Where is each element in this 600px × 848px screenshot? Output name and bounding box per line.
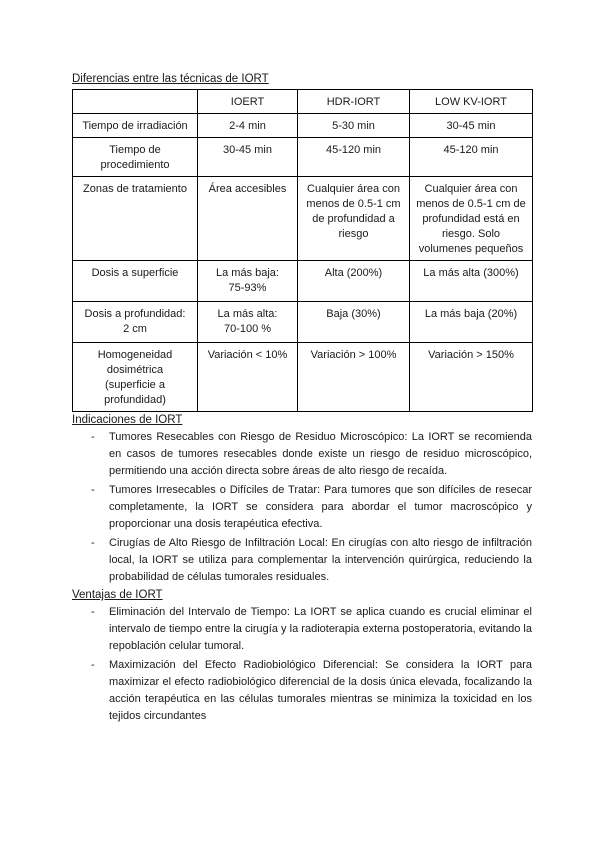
row-label: Tiempo de irradiación — [73, 114, 198, 138]
advantages-list — [72, 604, 532, 725]
table-cell: Baja (30%) — [298, 302, 410, 343]
table-cell: Área accesibles — [198, 177, 298, 261]
table-cell: 5-30 min — [298, 114, 410, 138]
list-item-text: Tumores Resecables con Riesgo de Residuo Microscópico: La IORT se recomienda en casos de tumores resecables donde existe un riesgo de residuo microscópico, permitiendo una acción directa sobre áreas de alto riesgo de recaída. — [109, 431, 532, 477]
list-item — [72, 604, 532, 655]
list-item-text: Cirugías de Alto Riesgo de Infiltración Local: En cirugías con alto riesgo de infiltración local, la IORT se utiliza para complementar la intervención quirúrgica, reduciendo la probabilidad de células tumorales residuales. — [109, 537, 532, 583]
table-cell: Cualquier área con menos de 0.5-1 cm de profundidad a riesgo — [298, 177, 410, 261]
table-row — [73, 261, 533, 302]
table-row — [73, 138, 533, 177]
dash-bullet: - — [91, 659, 95, 671]
table-row — [73, 114, 533, 138]
dash-bullet: - — [91, 431, 95, 443]
table-row — [73, 177, 533, 261]
dash-bullet: - — [91, 606, 95, 618]
dash-bullet: - — [91, 484, 95, 496]
table-cell: Variación > 150% — [410, 343, 533, 412]
comparison-table — [72, 89, 533, 412]
row-label: Zonas de tratamiento — [73, 177, 198, 261]
header-cell-hdr-iort: HDR-IORT — [298, 90, 410, 114]
table-cell: 45-120 min — [298, 138, 410, 177]
indications-list — [72, 429, 532, 586]
table-row — [73, 302, 533, 343]
row-label: Tiempo de procedimiento — [73, 138, 198, 177]
table-cell: 30-45 min — [410, 114, 533, 138]
table-row — [73, 343, 533, 412]
table-cell: La más baja (20%) — [410, 302, 533, 343]
table-cell: La más baja: 75-93% — [198, 261, 298, 302]
table-cell: La más alta: 70-100 % — [198, 302, 298, 343]
row-label: Homogeneidad dosimétrica (superficie a profundidad) — [73, 343, 198, 412]
table-cell: 45-120 min — [410, 138, 533, 177]
table-cell: Variación > 100% — [298, 343, 410, 412]
list-item — [72, 657, 532, 725]
table-cell: Variación < 10% — [198, 343, 298, 412]
table-cell: Cualquier área con menos de 0.5-1 cm de profundidad está en riesgo. Solo volumenes pequeños — [410, 177, 533, 261]
list-item-text: Maximización del Efecto Radiobiológico Diferencial: Se considera la IORT para maximizar el efecto radiobiológico diferencial de la dosis única elevada, focalizando la acción terapéutica en las células tumorales mientras se minimiza la toxicidad en los tejidos circundantes — [109, 659, 532, 722]
list-item — [72, 535, 532, 586]
table-heading: Diferencias entre las técnicas de IORT — [72, 73, 269, 85]
table-cell: 2-4 min — [198, 114, 298, 138]
list-item-text: Eliminación del Intervalo de Tiempo: La IORT se aplica cuando es crucial eliminar el intervalo de tiempo entre la cirugía y la radioterapia externa postoperatoria, evitando la repoblación celular tumoral. — [109, 606, 532, 652]
indications-heading: Indicaciones de IORT — [72, 414, 183, 426]
table-cell: La más alta (300%) — [410, 261, 533, 302]
row-label: Dosis a superficie — [73, 261, 198, 302]
table-cell: 30-45 min — [198, 138, 298, 177]
advantages-section — [72, 588, 532, 725]
row-label: Dosis a profundidad: 2 cm — [73, 302, 198, 343]
header-cell-low-kv-iort: LOW KV-IORT — [410, 90, 533, 114]
document-page — [72, 72, 532, 727]
list-item — [72, 429, 532, 480]
header-cell-empty — [73, 90, 198, 114]
table-cell: Alta (200%) — [298, 261, 410, 302]
header-cell-ioert: IOERT — [198, 90, 298, 114]
table-header-row — [73, 90, 533, 114]
list-item-text: Tumores Irresecables o Difíciles de Tratar: Para tumores que son difíciles de resecar completamente, la IORT se considera para abordar el tumor macroscópico y proporcionar una dosis terapéutica efectiva. — [109, 484, 532, 530]
advantages-heading: Ventajas de IORT — [72, 589, 163, 601]
indications-section — [72, 413, 532, 586]
dash-bullet: - — [91, 537, 95, 549]
list-item — [72, 482, 532, 533]
